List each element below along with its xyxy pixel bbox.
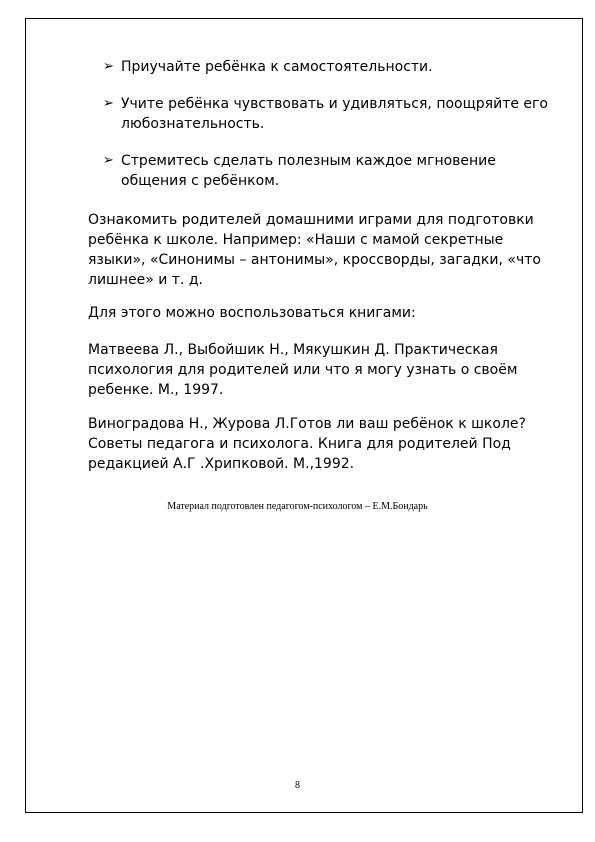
list-item (103, 57, 563, 77)
list-item (103, 151, 563, 191)
book-reference: Виноградова Н., Журова Л.Готов ли ваш ребёнок к школе? Советы педагога и психолога. Книга для родителей Под редакцией А.Г .Хрипковой. М.,1992. (88, 416, 526, 472)
arrow-bullet-icon: ➢ (103, 153, 114, 168)
list-item (103, 94, 563, 134)
books-intro: Для этого можно воспользоваться книгами: (88, 305, 416, 321)
list-item-text: Стремитесь сделать полезным каждое мгновение общения с ребёнком. (121, 153, 496, 189)
list-item-text: Приучайте ребёнка к самостоятельности. (121, 59, 433, 75)
page-number: 8 (295, 780, 300, 791)
arrow-bullet-icon: ➢ (103, 96, 114, 111)
arrow-bullet-icon: ➢ (103, 59, 114, 74)
author-credit: Материал подготовлен педагогом-психологом – Е.М.Бондарь (167, 501, 428, 512)
games-paragraph: Ознакомить родителей домашними играми для подготовки ребёнка к школе. Например: «Наши с мамой секретные языки», «Синонимы – антонимы», кроссворды, загадки, «что лишнее» и т. д. (88, 212, 541, 288)
list-item-text: Учите ребёнка чувствовать и удивляться, поощряйте его любознательность. (121, 96, 548, 132)
book-reference: Матвеева Л., Выбойшик Н., Мякушкин Д. Практическая психология для родителей или что я могу узнать о своём ребенке. М., 1997. (88, 342, 518, 398)
